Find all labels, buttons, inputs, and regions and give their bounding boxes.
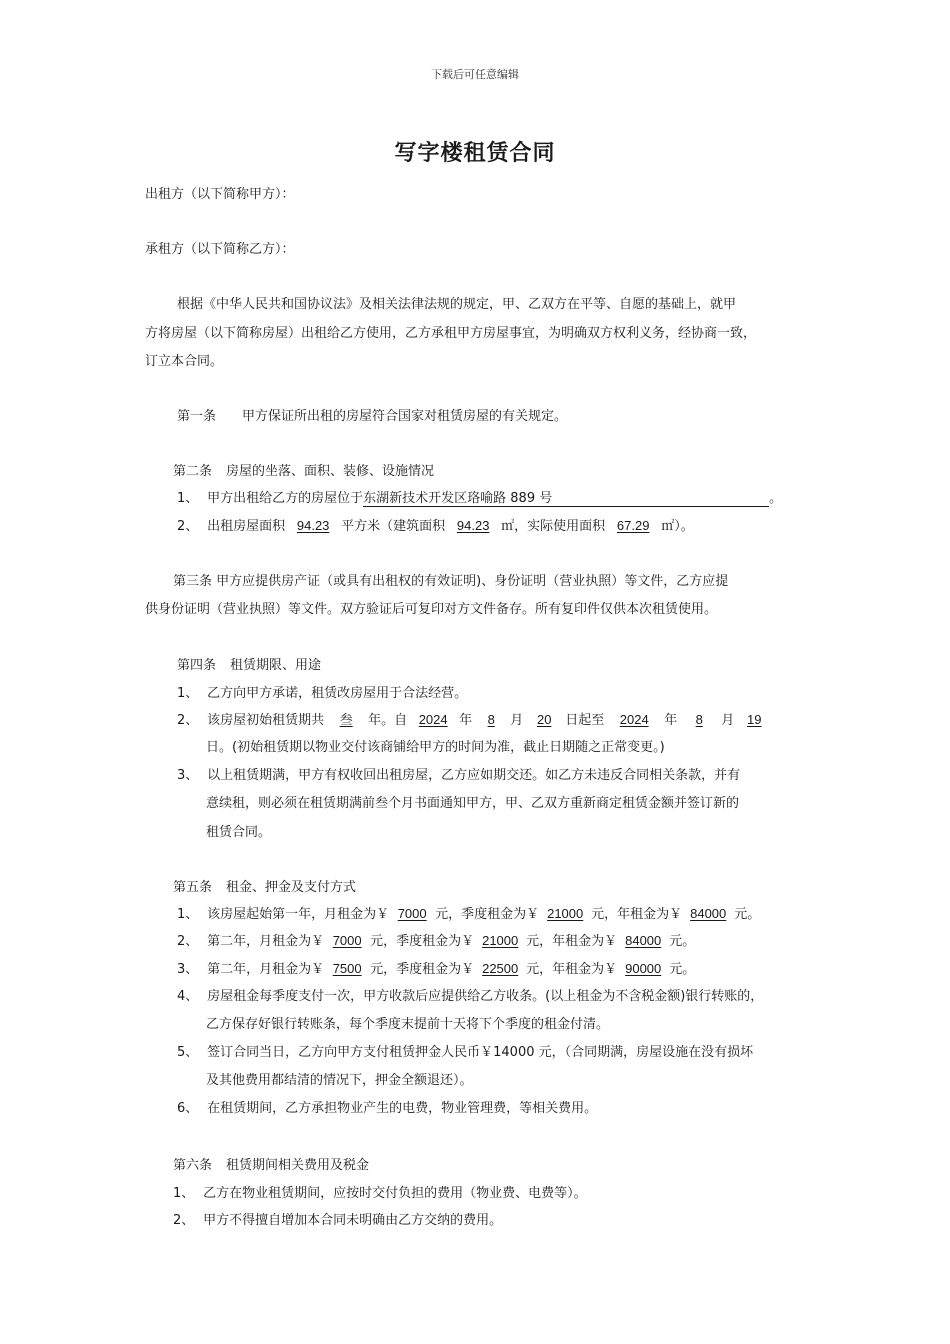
intro-line-1: 根据《中华人民共和国协议法》及相关法律法规的规定，甲、乙双方在平等、自愿的基础上，就甲 — [177, 297, 737, 312]
end-year: 2024 — [619, 712, 649, 727]
item-text: 签订合同当日，乙方向甲方支付租赁押金人民币￥14000 元，（合同期满，房屋设施在没有损坏 — [207, 1045, 754, 1060]
intro-line-3: 订立本合同。 — [145, 354, 224, 369]
address-value: 东湖新技术开发区珞喻路 889 号 — [363, 491, 553, 506]
item-text: 元，年租金为￥ — [526, 962, 618, 977]
article-5-item-5 — [177, 1041, 753, 1060]
item-number: 4、 — [177, 989, 199, 1004]
item-text: 房屋租金每季度支付一次，甲方收款后应提供给乙方收条。(以上租金为不含税金额)银行转账的， — [207, 989, 764, 1004]
article-label: 第四条 — [177, 658, 217, 673]
header-note: 下载后可任意编辑 — [431, 68, 519, 81]
monthly-rent: 7000 — [397, 906, 427, 921]
item-text: 元，季度租金为￥ — [370, 962, 475, 977]
build-area-value: 94.23 — [456, 518, 490, 533]
article-label: 第五条 — [173, 880, 213, 895]
article-text: 甲方保证所出租的房屋符合国家对租赁房屋的有关规定。 — [242, 409, 568, 424]
yearly-rent: 84000 — [690, 906, 727, 921]
item-text: 日起至 — [565, 713, 605, 728]
party-a-line: 出租方（以下简称甲方）： — [145, 187, 295, 202]
rent-row — [177, 958, 695, 977]
intro-line-2: 方将房屋（以下简称房屋）出租给乙方使用，乙方承租甲方房屋事宜，为明确双方权利义务，经协商一致， — [145, 326, 757, 341]
item-text: 元，季度租金为￥ — [435, 907, 540, 922]
item-text: 月 — [721, 713, 735, 728]
item-text: ㎡）。 — [661, 519, 694, 534]
item-text: 在租赁期间，乙方承担物业产生的电费，物业管理费，等相关费用。 — [207, 1101, 598, 1116]
rent-row — [177, 903, 760, 922]
address-field — [363, 492, 769, 507]
item-text: 乙方在物业租赁期间，应按时交付负担的费用（物业费、电费等）。 — [203, 1186, 587, 1201]
article-title: 租赁期限、用途 — [230, 658, 322, 673]
item-text: 元。 — [734, 907, 761, 922]
item-number: 1、 — [177, 491, 199, 506]
article-4-item-1 — [177, 682, 467, 701]
quarterly-rent: 21000 — [547, 906, 584, 921]
article-1 — [177, 405, 567, 424]
article-6-heading — [173, 1154, 369, 1173]
article-2-heading — [173, 460, 434, 479]
article-6-item-1 — [173, 1182, 587, 1201]
item-number: 2、 — [177, 713, 199, 728]
item-text: 平方米（建筑面积 — [341, 519, 446, 534]
item-number: 2、 — [177, 934, 199, 949]
item-text: 元，季度租金为￥ — [370, 934, 475, 949]
item-number: 1、 — [173, 1186, 195, 1201]
monthly-rent: 7000 — [332, 933, 362, 948]
start-year: 2024 — [418, 712, 448, 727]
yearly-rent: 90000 — [625, 961, 662, 976]
quarterly-rent: 21000 — [482, 933, 519, 948]
article-4-item-3-cont: 租赁合同。 — [206, 825, 272, 840]
article-5-item-6 — [177, 1097, 597, 1116]
article-title: 租赁期间相关费用及税金 — [226, 1158, 370, 1173]
item-text: 元。 — [669, 934, 696, 949]
article-2-item-1 — [177, 487, 782, 507]
article-label: 第六条 — [173, 1158, 213, 1173]
article-5-item-4-cont: 乙方保存好银行转账条，每个季度末提前十天将下个季度的租金付清。 — [206, 1017, 610, 1032]
item-number: 3、 — [177, 962, 199, 977]
article-5-heading — [173, 876, 356, 895]
article-title: 房屋的坐落、面积、装修、设施情况 — [226, 464, 435, 479]
area-value: 94.23 — [296, 518, 330, 533]
quarterly-rent: 22500 — [482, 961, 519, 976]
article-5-item-5-cont: 及其他费用都结清的情况下，押金全额退还）。 — [206, 1073, 473, 1088]
item-number: 1、 — [177, 907, 199, 922]
item-text: 年 — [459, 713, 473, 728]
use-area-value: 67.29 — [616, 518, 650, 533]
start-day: 20 — [536, 712, 552, 727]
article-3-line-2: 供身份证明（营业执照）等文件。双方验证后可复印对方文件备存。所有复印件仅供本次租赁使用。 — [145, 602, 718, 617]
item-number: 2、 — [177, 519, 199, 534]
rent-row — [177, 930, 695, 949]
article-3-line-1: 第三条 甲方应提供房产证（或具有出租权的有效证明)、身份证明（营业执照）等文件，乙方应提 — [173, 574, 729, 589]
item-number: 5、 — [177, 1045, 199, 1060]
item-text: 月 — [510, 713, 524, 728]
item-text: 年 — [664, 713, 678, 728]
article-6-item-2 — [173, 1209, 502, 1228]
item-text: 元，年租金为￥ — [526, 934, 618, 949]
article-title: 租金、押金及支付方式 — [226, 880, 357, 895]
item-text: 出租房屋面积 — [207, 519, 286, 534]
document-title: 写字楼租赁合同 — [394, 141, 556, 166]
article-4-heading — [177, 654, 321, 673]
article-5-item-4 — [177, 985, 763, 1004]
item-text: 元，年租金为￥ — [591, 907, 683, 922]
item-text: 该房屋起始第一年，月租金为￥ — [207, 907, 390, 922]
yearly-rent: 84000 — [625, 933, 662, 948]
item-number: 6、 — [177, 1101, 199, 1116]
item-text: 甲方不得擅自增加本合同未明确由乙方交纳的费用。 — [203, 1213, 503, 1228]
item-number: 2、 — [173, 1213, 195, 1228]
article-label: 第一条 — [177, 409, 217, 424]
item-text: ㎡，实际使用面积 — [501, 519, 606, 534]
item-number: 1、 — [177, 686, 199, 701]
item-text: 该房屋初始租赁期共 — [207, 713, 325, 728]
item-text: 甲方出租给乙方的房屋位于 — [207, 491, 364, 506]
end-month: 8 — [695, 712, 703, 727]
item-text: 第二年，月租金为￥ — [207, 934, 325, 949]
end-day: 19 — [747, 712, 762, 727]
item-text: 第二年，月租金为￥ — [207, 962, 325, 977]
party-b-line: 承租方（以下简称乙方）： — [145, 242, 295, 257]
item-text: 年。自 — [368, 713, 408, 728]
item-text: 元。 — [669, 962, 696, 977]
article-label: 第二条 — [173, 464, 213, 479]
item-text: 以上租赁期满，甲方有权收回出租房屋，乙方应如期交还。如乙方未违反合同相关条款，并有 — [207, 768, 741, 783]
article-4-item-3 — [177, 764, 740, 783]
item-text: 乙方向甲方承诺，租赁改房屋用于合法经营。 — [207, 686, 468, 701]
item-number: 3、 — [177, 768, 199, 783]
article-4-item-2-cont: 日。(初始租赁期以物业交付该商铺给甲方的时间为准，截止日期随之正常变更。) — [206, 740, 665, 755]
lease-years: 叁 — [339, 712, 353, 727]
item-suffix: 。 — [769, 491, 783, 506]
start-month: 8 — [487, 712, 495, 727]
article-4-item-3-cont: 意续租，则必须在租赁期满前叁个月书面通知甲方，甲、乙双方重新商定租赁金额并签订新的 — [206, 796, 740, 811]
monthly-rent: 7500 — [332, 961, 362, 976]
article-2-item-2 — [177, 515, 694, 534]
article-4-item-2 — [177, 709, 774, 728]
